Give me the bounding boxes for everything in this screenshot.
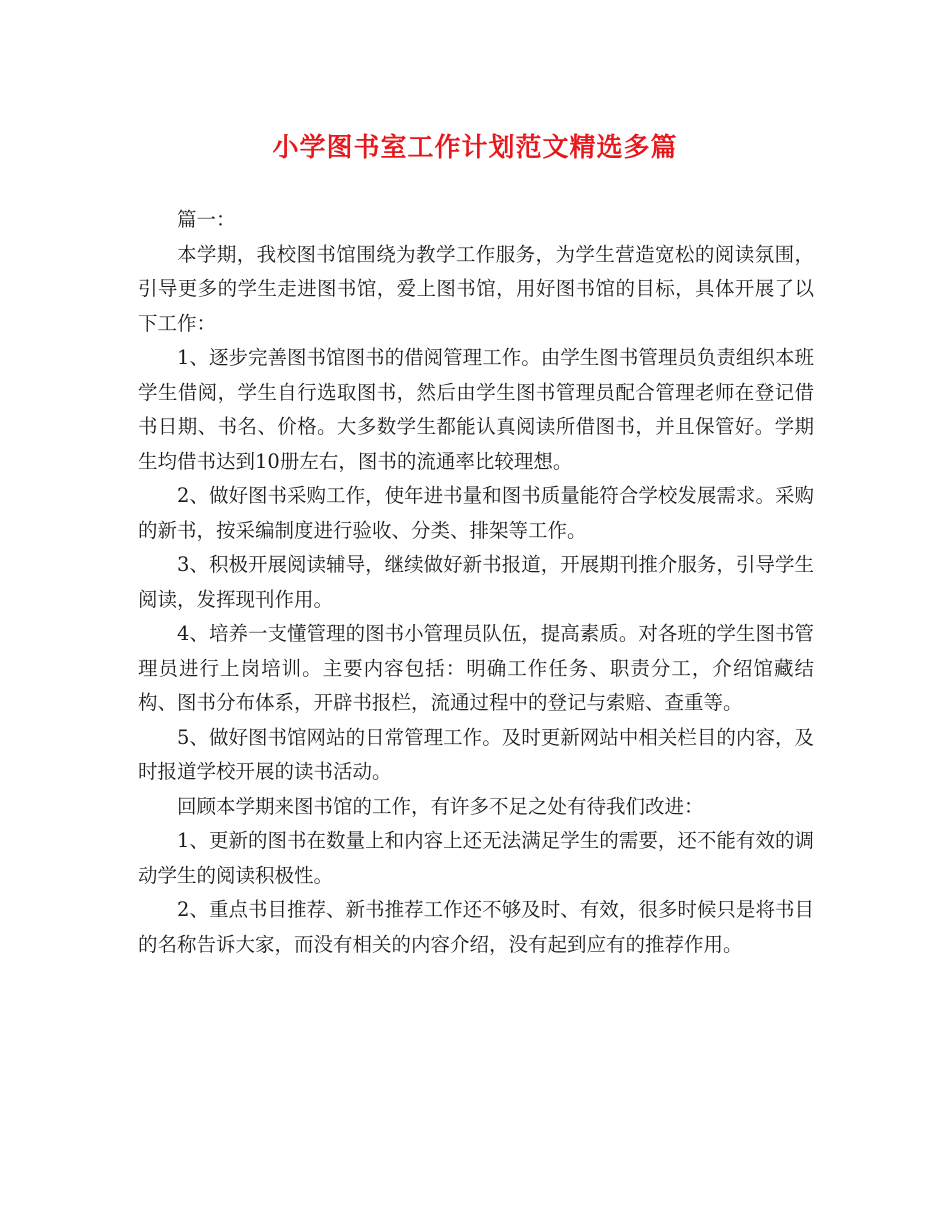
work-item-2: 2、做好图书采购工作，使年进书量和图书质量能符合学校发展需求。采购的新书，按采编制度进行验收、分类、排架等工作。 bbox=[138, 484, 814, 542]
work-item-4: 4、培养一支懂管理的图书小管理员队伍，提高素质。对各班的学生图书管理员进行上岗培训。主要内容包括：明确工作任务、职责分工，介绍馆藏结构、图书分布体系，开辟书报栏，流通过程中的登记与索赔、查重等。 bbox=[138, 622, 814, 714]
section-heading: 篇一： bbox=[177, 208, 236, 231]
document-body bbox=[138, 203, 814, 962]
review-paragraph: 回顾本学期来图书馆的工作，有许多不足之处有待我们改进： bbox=[177, 794, 704, 818]
work-item-1: 1、逐步完善图书馆图书的借阅管理工作。由学生图书管理员负责组织本班学生借阅，学生自行选取图书，然后由学生图书管理员配合管理老师在登记借书日期、书名、价格。大多数学生都能认真阅读所借图书，并且保管好。学期生均借书达到10册左右，图书的流通率比较理想。 bbox=[138, 346, 814, 473]
document-title: 小学图书室工作计划范文精选多篇 bbox=[272, 133, 678, 163]
intro-paragraph: 本学期，我校图书馆围绕为教学工作服务，为学生营造宽松的阅读氛围，引导更多的学生走进图书馆，爱上图书馆，用好图书馆的目标，具体开展了以下工作： bbox=[138, 242, 814, 335]
shortcoming-item-1: 1、更新的图书在数量上和内容上还无法满足学生的需要，还不能有效的调动学生的阅读积极性。 bbox=[138, 829, 814, 887]
work-item-3: 3、积极开展阅读辅导，继续做好新书报道，开展期刊推介服务，引导学生阅读，发挥现刊作用。 bbox=[138, 553, 814, 611]
work-item-5: 5、做好图书馆网站的日常管理工作。及时更新网站中相关栏目的内容，及时报道学校开展的读书活动。 bbox=[138, 725, 814, 783]
shortcoming-item-2: 2、重点书目推荐、新书推荐工作还不够及时、有效，很多时候只是将书目的名称告诉大家，而没有相关的内容介绍，没有起到应有的推荐作用。 bbox=[138, 898, 814, 956]
